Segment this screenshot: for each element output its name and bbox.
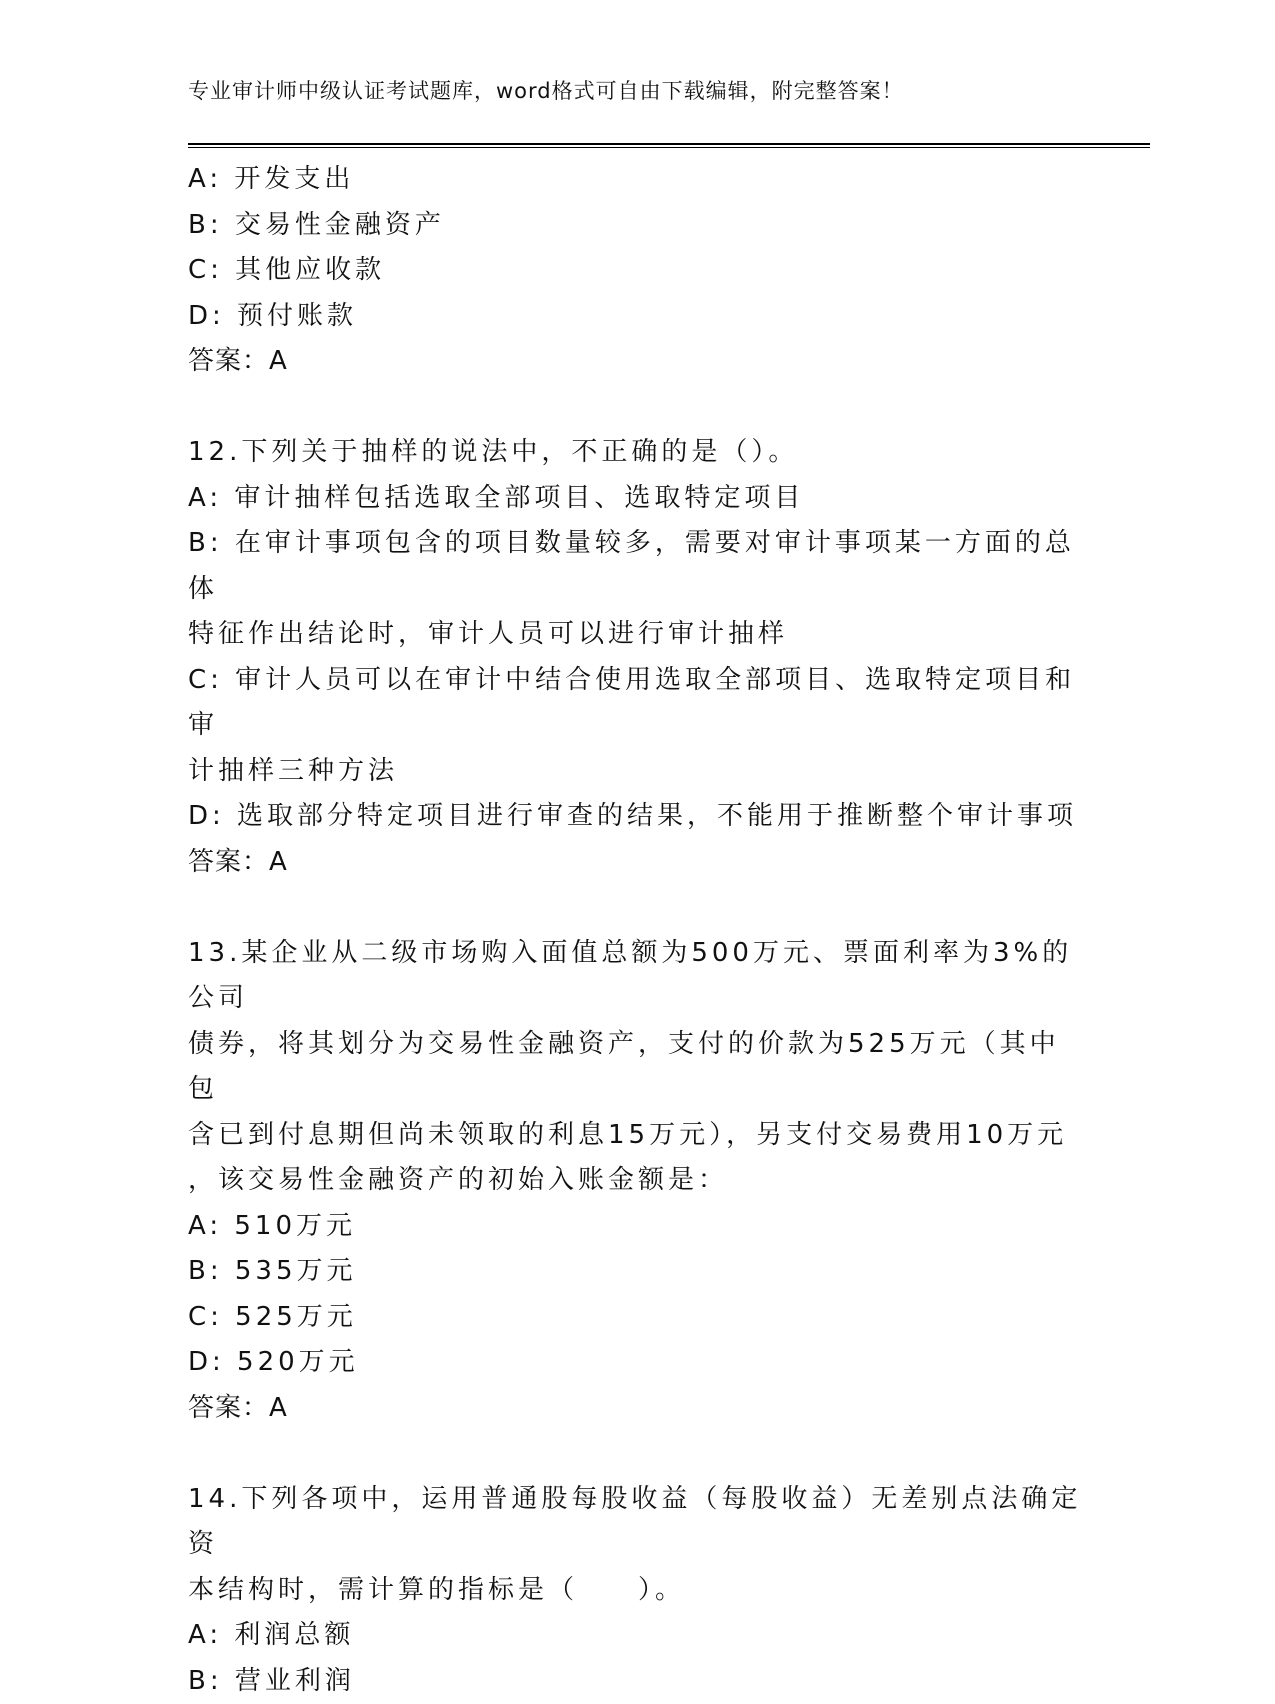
option-b-continued: 特征作出结论时，审计人员可以进行审计抽样	[188, 612, 1088, 658]
answer: 答案：A	[188, 840, 1088, 886]
option-b: B: 营业利润	[188, 1659, 1088, 1704]
option-a: A: 510万元	[188, 1204, 1088, 1250]
option-b: B: 535万元	[188, 1249, 1088, 1295]
page-header: 专业审计师中级认证考试题库，word格式可自由下载编辑，附完整答案！	[188, 75, 1148, 107]
document-body	[188, 157, 1088, 1704]
question-stem-continued: 本结构时，需计算的指标是（ ）。	[188, 1568, 1088, 1614]
question-12-block	[188, 430, 1088, 885]
question-stem: 14.下列各项中，运用普通股每股收益（每股收益）无差别点法确定资	[188, 1477, 1088, 1568]
option-b: B: 交易性金融资产	[188, 203, 1088, 249]
option-d: D: 520万元	[188, 1340, 1088, 1386]
option-c: C: 审计人员可以在审计中结合使用选取全部项目、选取特定项目和审	[188, 658, 1088, 749]
option-d: D: 选取部分特定项目进行审查的结果，不能用于推断整个审计事项	[188, 794, 1088, 840]
option-c: C: 525万元	[188, 1295, 1088, 1341]
option-a: A: 审计抽样包括选取全部项目、选取特定项目	[188, 476, 1088, 522]
question-stem-continued: 含已到付息期但尚未领取的利息15万元），另支付交易费用10万元	[188, 1113, 1088, 1159]
spacer	[188, 385, 1088, 431]
question-14-block	[188, 1477, 1088, 1704]
header-divider	[188, 143, 1150, 148]
option-a: A: 利润总额	[188, 1613, 1088, 1659]
option-c: C: 其他应收款	[188, 248, 1088, 294]
question-stem-continued: 债券，将其划分为交易性金融资产，支付的价款为525万元（其中包	[188, 1022, 1088, 1113]
option-c-continued: 计抽样三种方法	[188, 749, 1088, 795]
question-stem: 12.下列关于抽样的说法中，不正确的是（）。	[188, 430, 1088, 476]
question-stem: 13.某企业从二级市场购入面值总额为500万元、票面利率为3%的公司	[188, 931, 1088, 1022]
option-d: D: 预付账款	[188, 294, 1088, 340]
spacer	[188, 885, 1088, 931]
option-b: B: 在审计事项包含的项目数量较多，需要对审计事项某一方面的总体	[188, 521, 1088, 612]
question-13-block	[188, 931, 1088, 1432]
answer: 答案：A	[188, 1386, 1088, 1432]
option-a: A: 开发支出	[188, 157, 1088, 203]
question-stem-continued: ，该交易性金融资产的初始入账金额是：	[188, 1158, 1088, 1204]
answer: 答案：A	[188, 339, 1088, 385]
question-11-block	[188, 157, 1088, 385]
spacer	[188, 1431, 1088, 1477]
